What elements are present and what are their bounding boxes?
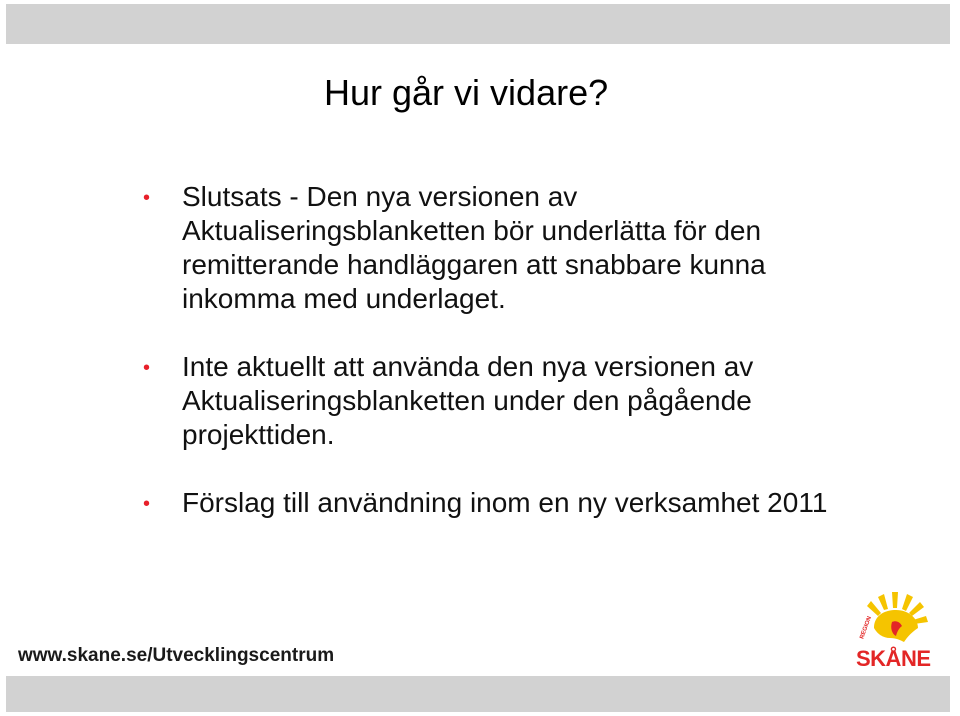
bullet-icon: •	[143, 357, 151, 379]
bottom-decor-band	[6, 676, 950, 712]
top-decor-band	[6, 4, 950, 44]
bullet-icon: •	[143, 493, 151, 515]
bullet-item	[141, 180, 861, 316]
bullet-item	[141, 350, 861, 452]
bullet-text: Förslag till användning inom en ny verksamhet 2011	[182, 487, 828, 518]
bullet-item	[141, 486, 861, 520]
footer-url: www.skane.se/Utvecklingscentrum	[18, 645, 335, 666]
logo-name: SKÅNE	[856, 646, 931, 670]
bullet-text: Inte aktuellt att använda den nya versionen av Aktualiseringsblanketten under den pågående projekttiden.	[182, 351, 754, 450]
bullet-icon: •	[143, 187, 151, 209]
logo-region-label: REGION	[859, 615, 874, 640]
region-skane-logo-icon	[852, 588, 944, 670]
bullet-list	[141, 180, 861, 554]
bullet-text: Slutsats - Den nya versionen av Aktualiseringsblanketten bör underlätta för den remitterande handläggaren att snabbare kunna inkomma med underlaget.	[182, 181, 766, 314]
slide-title: Hur går vi vidare?	[324, 72, 609, 113]
